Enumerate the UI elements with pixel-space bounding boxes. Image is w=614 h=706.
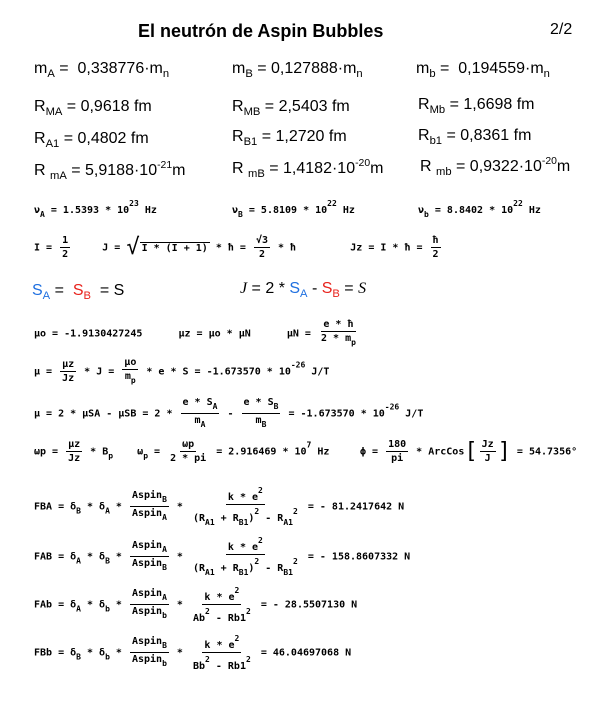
mu-formula: μ = $\frac{\mu z}{Jz}$ * J = $\frac{\mu o}{m_p}$ * $e * S = -1.673570 * 10^{-26}$ J/T [34, 357, 330, 385]
mu-sum-formula: μ = 2 * μSA - μSB = 2 * $\frac{e * S_A}{m_A}$ - $\frac{e * S_B}{m_B}$ = $-1.673570 * 10^{-26}$ J/T [34, 397, 424, 429]
radius-m-a: R $_{mA} = 5,9188\cdot 10^{-21}m$ [34, 160, 186, 182]
radius-b1: $R_{B1} = 1,2720$ fm [232, 128, 347, 148]
radius-mb-small: $R_{Mb} = 1,6698$ fm [418, 96, 535, 116]
force-bb-small: FBb = $\delta_B * \delta_b$ * $\frac{Aspin_B}{Aspin_b}$ * $\frac{k * e^2}{Bb^2 - Rb1^2}$ = 46.04697068 N [34, 634, 352, 672]
force-ab: FAB = $\delta_A * \delta_B$ * $\frac{Aspin_A}{Aspin_B}$ * $\frac{k * e^2}{(R_{A1} + R_{B1})^2 - R_{B1}^2}$ = - 158.8607332 N [34, 536, 411, 577]
spin-equation-row: I = $\frac{1}{2}$ J = √ I * (I + 1) * ħ = $\frac{√3}{2}$ * ħ Jz = I * ħ = $\frac{ħ}{2}$ [34, 235, 439, 260]
radius-m-b-small: R $_{mb} = 0,9322\cdot 10^{-20}m$ [420, 156, 571, 178]
total-spin-relation: $J = 2 * S_A - S_B = S$ [240, 280, 367, 300]
mass-b-small: $m_b = 0,194559\cdot m_n$ [416, 60, 550, 80]
force-ab-small: FAb = $\delta_A * \delta_b$ * $\frac{Aspin_A}{Aspin_b}$ * $\frac{k * e^2}{Ab^2 - Rb1^2}$ = - 28.5507130 N [34, 586, 358, 624]
freq-b: $\nu_B = 5.8109 * 10^{22}$ Hz [232, 199, 355, 219]
force-ba: FBA = $\delta_B * \delta_A$ * $\frac{Aspin_B}{Aspin_A}$ * $\frac{k * e^2}{(R_{A1} + R_{B1})^2 - R_{A1}^2}$ = - 81.2417642 N [34, 486, 405, 527]
page-title: El neutrón de Aspin Bubbles [138, 21, 384, 41]
freq-a: $\nu_A = 1.5393 * 10^{23}$ Hz [34, 199, 157, 219]
spin-relation: $S_A = S_B = S$ [32, 282, 125, 302]
mass-b: $m_B = 0,127888\cdot m_n$ [232, 60, 363, 80]
magnetic-moment-line: μo = -1.9130427245 μz = μo * μN μN = $\frac{e * ħ}{2 * m_p}$ [34, 319, 356, 347]
mass-a: $m_A = 0,338776\cdot m_n$ [34, 60, 170, 80]
page-number: 2/2 [550, 21, 573, 38]
radius-m-b: R $_{mB} = 1,4182\cdot 10^{-20}m$ [232, 158, 384, 180]
precession-frequency: ωp = $\frac{\mu z}{Jz}$ * $B_p$ $\omega_p$ = $\frac{\omega p}{2 * pi}$ = $2.916469 * 10^7$ Hz [34, 439, 330, 464]
angle-phi: ϕ = $\frac{180}{pi}$ * ArcCos[ $\frac{Jz}{J}$ ] = 54.7356° [360, 439, 578, 464]
radius-b1-small: $R_{b1} = 0,8361$ fm [418, 127, 532, 147]
radius-mb: $R_{MB} = 2,5403$ fm [232, 98, 350, 118]
radius-ma: $R_{MA} = 0,9618$ fm [34, 98, 152, 118]
freq-b-small: $\nu_b = 8.8402 * 10^{22}$ Hz [418, 199, 541, 219]
radius-a1: $R_{A1} = 0,4802$ fm [34, 130, 149, 150]
